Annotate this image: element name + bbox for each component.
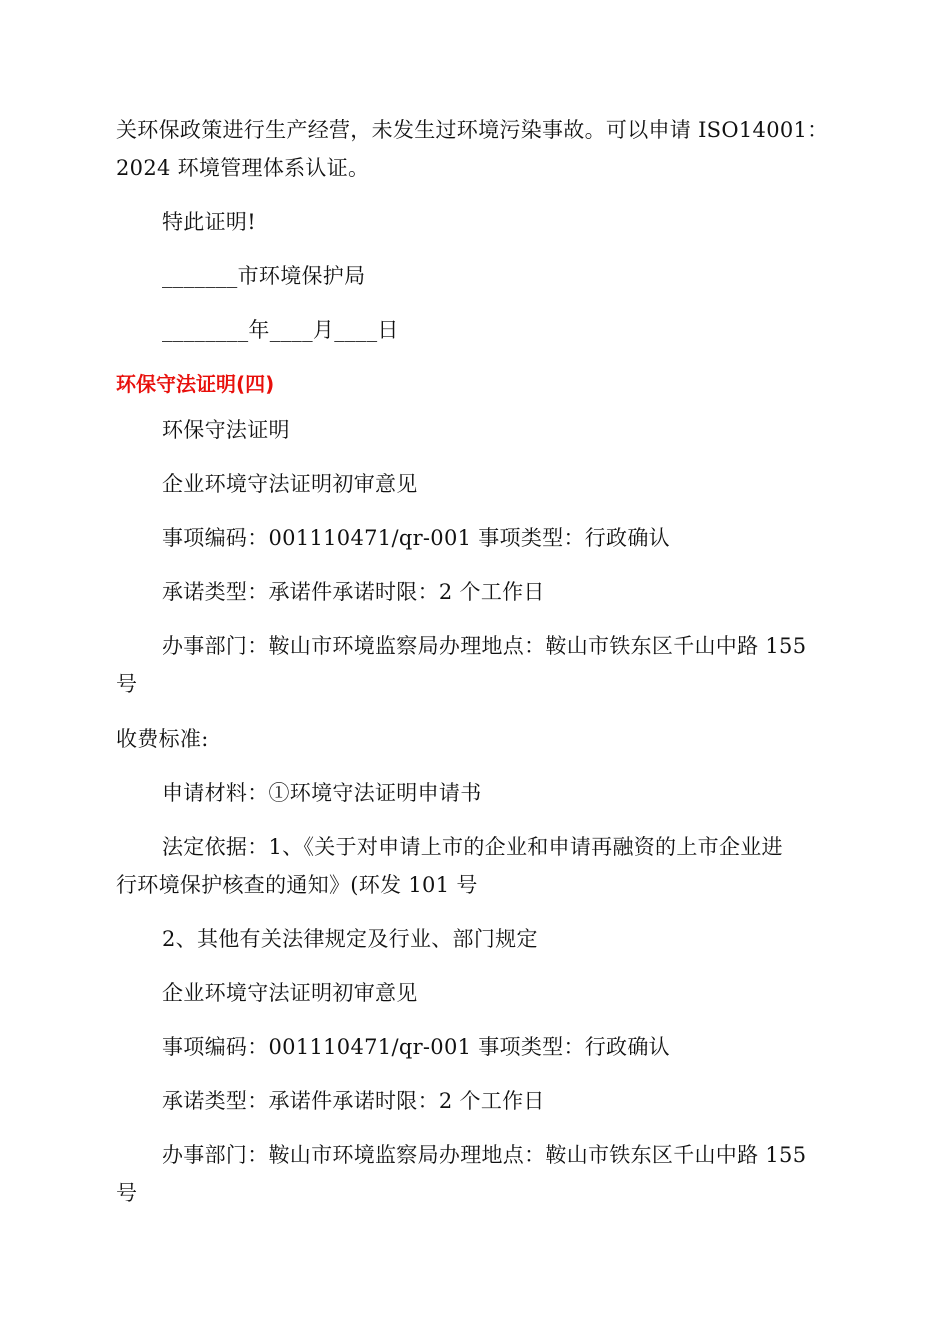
text-line: 事项编码：001110471/qr-001 事项类型：行政确认	[162, 526, 670, 550]
text-line: 2024 环境管理体系认证。	[116, 156, 370, 180]
text-line: 办事部门：鞍山市环境监察局办理地点：鞍山市铁东区千山中路 155	[162, 1143, 807, 1167]
text-line: 特此证明!	[162, 210, 256, 234]
text-line: 承诺类型：承诺件承诺时限：2 个工作日	[162, 1089, 545, 1113]
text-line: 2、其他有关法律规定及行业、部门规定	[162, 927, 538, 951]
text-line: 企业环境守法证明初审意见	[162, 981, 418, 1005]
text-line: 环保守法证明	[162, 418, 290, 442]
section-heading: 环保守法证明(四)	[116, 372, 275, 396]
text-line: 办事部门：鞍山市环境监察局办理地点：鞍山市铁东区千山中路 155	[162, 634, 807, 658]
text-line: 承诺类型：承诺件承诺时限：2 个工作日	[162, 580, 545, 604]
text-line: 申请材料：①环境守法证明申请书	[162, 781, 482, 805]
text-line: 企业环境守法证明初审意见	[162, 472, 418, 496]
text-line: 行环境保护核查的通知》(环发 101 号	[116, 873, 478, 897]
text-line: 号	[116, 1181, 138, 1205]
text-line: 事项编码：001110471/qr-001 事项类型：行政确认	[162, 1035, 670, 1059]
text-line: 法定依据：1、《关于对申请上市的企业和申请再融资的上市企业进	[162, 835, 783, 859]
text-line: 收费标准:	[116, 727, 209, 751]
text-line: 号	[116, 672, 138, 696]
signature-authority-line: _______市环境保护局	[162, 264, 366, 288]
text-line: 关环保政策进行生产经营，未发生过环境污染事故。可以申请 ISO14001：	[116, 118, 829, 142]
date-line: ________年____月____日	[162, 318, 399, 342]
